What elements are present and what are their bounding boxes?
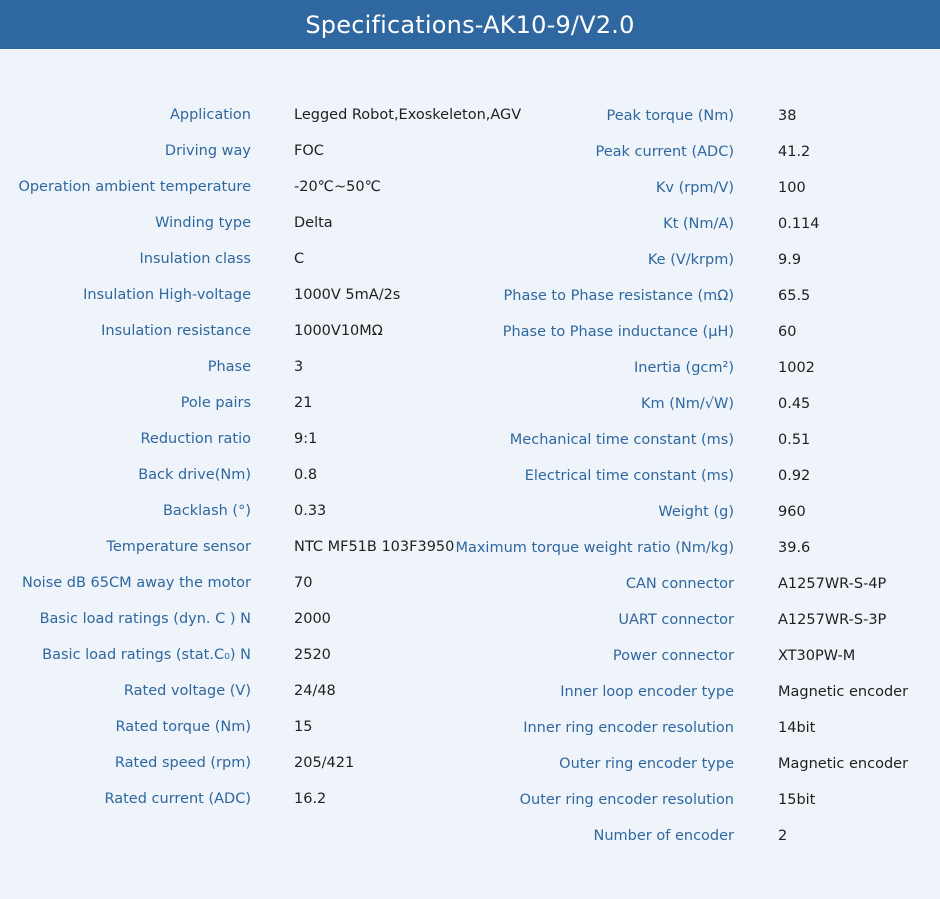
spec-label: Mechanical time constant (ms) xyxy=(509,432,734,448)
spec-value: 0.45 xyxy=(778,396,811,412)
spec-row-electrical-time-constant xyxy=(0,458,940,494)
spec-label: Phase to Phase inductance (μH) xyxy=(502,324,734,340)
spec-label: Number of encoder xyxy=(593,828,734,844)
spec-value: 2520 xyxy=(294,647,331,663)
spec-label: Noise dB 65CM away the motor xyxy=(21,575,251,591)
spec-value: 100 xyxy=(778,180,806,196)
spec-row-power-connector xyxy=(0,638,940,674)
spec-value: Magnetic encoder xyxy=(778,756,909,772)
spec-row-inner-encoder-resolution xyxy=(0,710,940,746)
spec-value: 0.114 xyxy=(778,216,820,232)
spec-value: 1000V10MΩ xyxy=(294,323,383,339)
spec-label: Inner loop encoder type xyxy=(560,684,734,700)
spec-label: Driving way xyxy=(164,143,251,159)
spec-label: Backlash (°) xyxy=(162,503,251,519)
spec-label: Power connector xyxy=(612,648,734,664)
spec-value: 0.92 xyxy=(778,468,811,484)
spec-label: Inertia (gcm²) xyxy=(634,360,734,376)
spec-label: Rated current (ADC) xyxy=(104,791,251,807)
spec-value: 24/48 xyxy=(294,683,336,699)
spec-label: Weight (g) xyxy=(658,504,734,520)
spec-label: Winding type xyxy=(155,215,251,231)
spec-row-weight xyxy=(0,494,940,530)
spec-value: 21 xyxy=(294,395,313,411)
spec-value: 2000 xyxy=(294,611,331,627)
spec-label: Peak current (ADC) xyxy=(595,144,734,160)
spec-value: 0.33 xyxy=(294,503,327,519)
spec-value: -20℃~50℃ xyxy=(294,179,381,195)
spec-row-km xyxy=(0,386,940,422)
spec-label: Insulation resistance xyxy=(101,323,251,339)
spec-value: 38 xyxy=(778,108,797,124)
spec-label: Operation ambient temperature xyxy=(18,179,251,195)
page-title: Specifications-AK10-9/V2.0 xyxy=(305,10,635,39)
spec-value: 205/421 xyxy=(294,755,355,771)
spec-label: Phase xyxy=(207,359,251,375)
spec-row-outer-encoder-type xyxy=(0,746,940,782)
spec-label: Outer ring encoder resolution xyxy=(519,792,734,808)
spec-label: Outer ring encoder type xyxy=(559,756,734,772)
spec-value: 1000V 5mA/2s xyxy=(294,287,401,303)
spec-row-inner-encoder-type xyxy=(0,674,940,710)
spec-label: Basic load ratings (stat.C₀) N xyxy=(42,647,251,663)
spec-label: Ke (V/krpm) xyxy=(647,252,734,268)
spec-row-kt xyxy=(0,206,940,242)
spec-row-outer-encoder-resolution xyxy=(0,782,940,818)
spec-value: 60 xyxy=(778,324,797,340)
spec-label: Maximum torque weight ratio (Nm/kg) xyxy=(455,540,734,556)
spec-value: C xyxy=(294,251,305,267)
spec-value: Legged Robot,Exoskeleton,AGV xyxy=(294,107,522,123)
spec-label: Insulation High-voltage xyxy=(83,287,251,303)
spec-value: NTC MF51B 103F3950 xyxy=(294,539,455,555)
spec-label: Km (Nm/√W) xyxy=(641,396,734,412)
spec-value: 15 xyxy=(294,719,313,735)
spec-value: 3 xyxy=(294,359,304,375)
spec-value: FOC xyxy=(294,143,324,159)
spec-value: 39.6 xyxy=(778,540,811,556)
spec-value: 15bit xyxy=(778,792,816,808)
spec-row-number-of-encoder xyxy=(0,818,940,854)
spec-value: 9:1 xyxy=(294,431,318,447)
spec-value: 2 xyxy=(778,828,788,844)
spec-value: Delta xyxy=(294,215,333,231)
spec-value: 16.2 xyxy=(294,791,327,807)
spec-label: Rated torque (Nm) xyxy=(115,719,251,735)
spec-value: 0.51 xyxy=(778,432,811,448)
spec-row-mechanical-time-constant xyxy=(0,422,940,458)
spec-row-phase-resistance xyxy=(0,278,940,314)
spec-value: 70 xyxy=(294,575,313,591)
spec-row-uart-connector xyxy=(0,602,940,638)
spec-value: 0.8 xyxy=(294,467,318,483)
spec-label: Back drive(Nm) xyxy=(138,467,251,483)
spec-label: Peak torque (Nm) xyxy=(606,108,734,124)
page-header xyxy=(0,0,940,49)
spec-label: Insulation class xyxy=(139,251,251,267)
spec-label: UART connector xyxy=(618,612,734,628)
spec-label: Kv (rpm/V) xyxy=(655,180,734,196)
spec-value: 14bit xyxy=(778,720,816,736)
spec-row-peak-torque xyxy=(0,98,940,134)
spec-label: Rated voltage (V) xyxy=(123,683,251,699)
spec-label: Kt (Nm/A) xyxy=(663,216,734,232)
spec-value: 960 xyxy=(778,504,806,520)
spec-value: XT30PW-M xyxy=(778,648,856,664)
spec-table xyxy=(0,49,940,899)
spec-row-peak-current xyxy=(0,134,940,170)
spec-label: Reduction ratio xyxy=(140,431,251,447)
spec-row-can-connector xyxy=(0,566,940,602)
spec-label: Temperature sensor xyxy=(106,539,251,555)
spec-label: Basic load ratings (dyn. C ) N xyxy=(39,611,251,627)
spec-row-ke xyxy=(0,242,940,278)
spec-label: Phase to Phase resistance (mΩ) xyxy=(503,288,734,304)
spec-row-inertia xyxy=(0,350,940,386)
spec-label: Pole pairs xyxy=(180,395,251,411)
spec-value: 9.9 xyxy=(778,252,802,268)
spec-label: Electrical time constant (ms) xyxy=(524,468,734,484)
spec-value: A1257WR-S-4P xyxy=(778,576,887,592)
spec-value: A1257WR-S-3P xyxy=(778,612,887,628)
spec-value: Magnetic encoder xyxy=(778,684,909,700)
spec-row-kv xyxy=(0,170,940,206)
spec-label: CAN connector xyxy=(625,576,734,592)
spec-label: Rated speed (rpm) xyxy=(114,755,251,771)
spec-label: Application xyxy=(169,107,251,123)
spec-row-phase-inductance xyxy=(0,314,940,350)
spec-value: 1002 xyxy=(778,360,815,376)
spec-value: 65.5 xyxy=(778,288,811,304)
spec-label: Inner ring encoder resolution xyxy=(523,720,734,736)
spec-row-torque-weight-ratio xyxy=(0,530,940,566)
spec-value: 41.2 xyxy=(778,144,811,160)
